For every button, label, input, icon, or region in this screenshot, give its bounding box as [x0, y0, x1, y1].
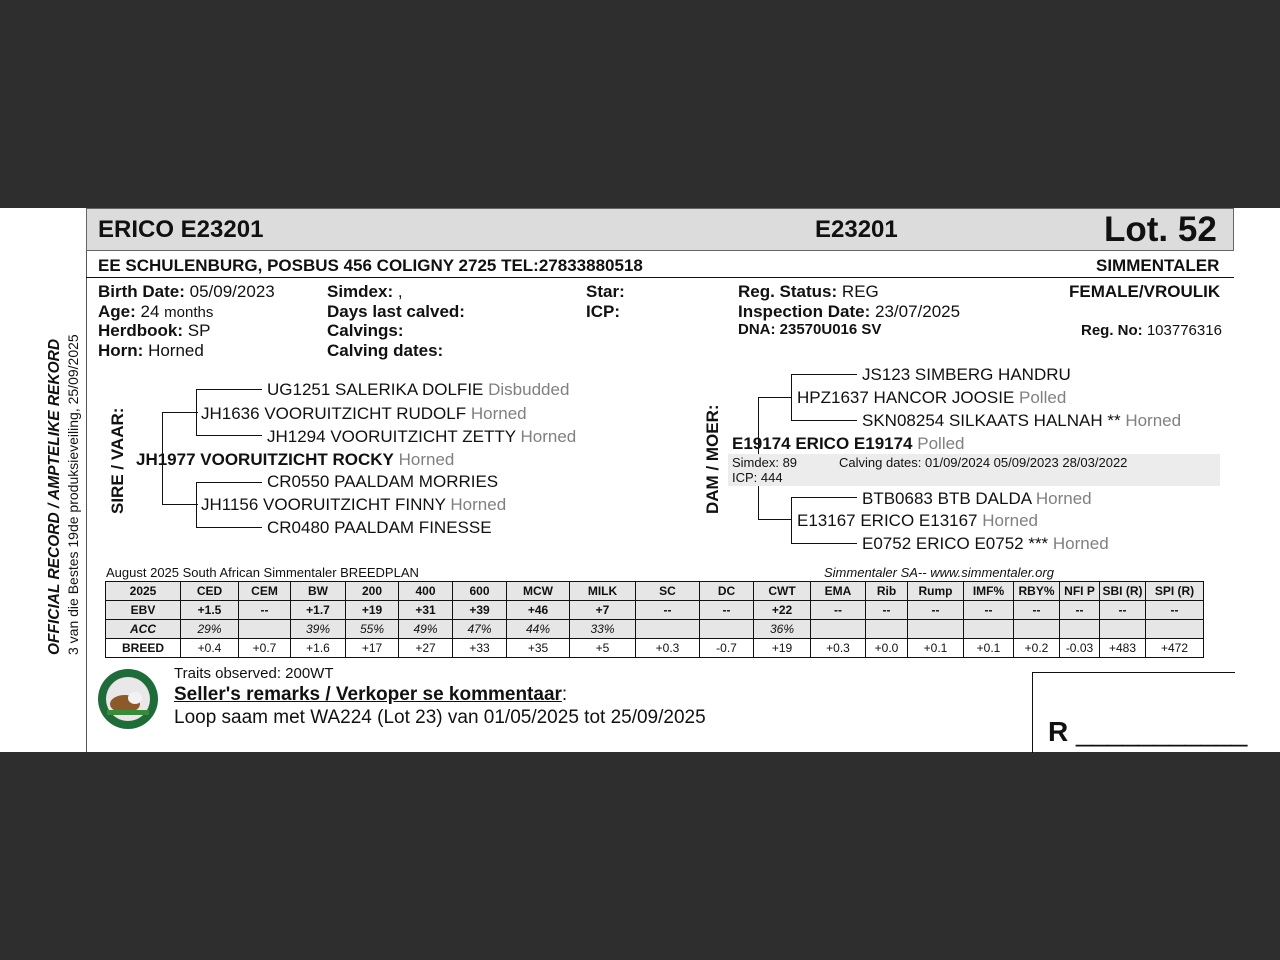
horn-status: Horn: Horned	[98, 341, 204, 360]
animal-name: ERICO E23201	[98, 216, 264, 243]
ebv-cell: EBV	[106, 601, 181, 620]
sire-dam-dam: CR0480 PAALDAM FINESSE	[267, 518, 492, 537]
ebv-cell: +33	[453, 639, 507, 658]
ebv-cell: ACC	[106, 620, 181, 639]
ebv-cell: EMA	[811, 582, 866, 601]
ebv-cell	[636, 620, 700, 639]
calving-dates: Calving dates:	[327, 341, 444, 360]
ebv-cell: 49%	[399, 620, 453, 639]
age: Age: 24 months	[98, 302, 214, 321]
sex: FEMALE/VROULIK	[1069, 282, 1221, 301]
simmentaler-logo	[97, 668, 159, 730]
dam-label: DAM / MOER:	[703, 404, 722, 514]
ebv-cell: --	[811, 601, 866, 620]
ebv-cell	[700, 620, 754, 639]
ebv-cell: --	[964, 601, 1014, 620]
dam-icp: ICP: 444	[732, 470, 783, 485]
inspection-date: Inspection Date: 23/07/2025	[738, 302, 961, 321]
ebv-cell: MILK	[570, 582, 636, 601]
ebv-cell: +17	[346, 639, 399, 658]
ebv-cell	[866, 620, 908, 639]
ebv-table	[105, 581, 1204, 658]
ebv-cell: CWT	[754, 582, 811, 601]
lot-number: Lot. 52	[1104, 210, 1217, 249]
dam-calving-dates: Calving dates: 01/09/2024 05/09/2023 28/03/2022	[839, 455, 1128, 470]
ebv-cell: SPI (R)	[1146, 582, 1204, 601]
owner-divider	[86, 277, 1234, 278]
dam-simdex: Simdex: 89	[732, 455, 798, 470]
ebv-cell	[1014, 620, 1060, 639]
ebv-cell: SC	[636, 582, 700, 601]
dam-dam-dam: E0752 ERICO E0752 *** Horned	[862, 534, 1109, 553]
simdex: Simdex: ,	[327, 282, 403, 301]
ebv-cell: DC	[700, 582, 754, 601]
ebv-cell: +7	[570, 601, 636, 620]
sire-label: SIRE / VAAR:	[108, 407, 127, 514]
sale-caption: 3 van die Bestes 19de produksieveiling, 25/09/2025	[65, 334, 81, 655]
owner-line: EE SCHULENBURG, POSBUS 456 COLIGNY 2725 TEL:27833880518	[98, 256, 643, 275]
ebv-cell: 29%	[181, 620, 239, 639]
ebv-cell: +1.6	[291, 639, 346, 658]
official-record-label: OFFICIAL RECORD / AMPTELIKE REKORD	[46, 338, 63, 655]
ebv-cell: +22	[754, 601, 811, 620]
ebv-cell: --	[239, 601, 291, 620]
sire-sire: JH1636 VOORUITZICHT RUDOLF Horned	[201, 404, 527, 423]
sire-dam-sire: CR0550 PAALDAM MORRIES	[267, 472, 499, 491]
ebv-cell: +0.3	[636, 639, 700, 658]
ebv-cell	[239, 620, 291, 639]
ebv-cell	[1146, 620, 1204, 639]
ebv-cell: +472	[1146, 639, 1204, 658]
breedplan-source: Simmentaler SA-- www.simmentaler.org	[824, 565, 1054, 580]
ebv-cell: 39%	[291, 620, 346, 639]
icp: ICP:	[586, 302, 620, 321]
calvings: Calvings:	[327, 321, 404, 340]
ebv-cell: +46	[507, 601, 570, 620]
ebv-cell: BW	[291, 582, 346, 601]
ebv-cell: --	[1146, 601, 1204, 620]
ebv-cell: +0.3	[811, 639, 866, 658]
ebv-cell: -0.03	[1060, 639, 1100, 658]
ebv-cell: 55%	[346, 620, 399, 639]
price-field: R ___________	[1048, 716, 1248, 747]
ebv-cell: CED	[181, 582, 239, 601]
ebv-cell: --	[700, 601, 754, 620]
ebv-cell: 600	[453, 582, 507, 601]
birth-date: Birth Date: 05/09/2023	[98, 282, 275, 301]
ebv-cell: Rump	[908, 582, 964, 601]
breedplan-caption: August 2025 South African Simmentaler BREEDPLAN	[106, 565, 419, 580]
ebv-cell	[1100, 620, 1146, 639]
sire: JH1977 VOORUITZICHT ROCKY Horned	[136, 450, 455, 469]
ebv-cell: --	[1060, 601, 1100, 620]
remarks-text: Loop saam met WA224 (Lot 23) van 01/05/2025 tot 25/09/2025	[174, 707, 706, 728]
sire-sire-sire: UG1251 SALERIKA DOLFIE Disbudded	[267, 380, 570, 399]
ebv-cell: 2025	[106, 582, 181, 601]
ebv-cell: 200	[346, 582, 399, 601]
dam-dam: E13167 ERICO E13167 Horned	[797, 511, 1039, 530]
ebv-cell	[964, 620, 1014, 639]
ebv-cell: 36%	[754, 620, 811, 639]
ebv-cell: SBI (R)	[1100, 582, 1146, 601]
ebv-cell: 33%	[570, 620, 636, 639]
sire-sire-dam: JH1294 VOORUITZICHT ZETTY Horned	[267, 427, 577, 446]
dna: DNA: 23570U016 SV	[738, 321, 882, 338]
ebv-cell: RBY%	[1014, 582, 1060, 601]
ebv-accuracy-row	[106, 620, 1204, 639]
ebv-cell: --	[908, 601, 964, 620]
ebv-cell: +0.0	[866, 639, 908, 658]
ebv-cell: +35	[507, 639, 570, 658]
dam-sire-dam: SKN08254 SILKAATS HALNAH ** Horned	[862, 411, 1182, 430]
ebv-cell: +19	[754, 639, 811, 658]
ebv-cell	[1060, 620, 1100, 639]
ebv-cell: +27	[399, 639, 453, 658]
ebv-cell	[811, 620, 866, 639]
ebv-cell: +0.7	[239, 639, 291, 658]
ebv-cell: NFI P	[1060, 582, 1100, 601]
ebv-cell: +39	[453, 601, 507, 620]
ebv-cell: --	[1100, 601, 1146, 620]
ebv-cell: +0.1	[964, 639, 1014, 658]
animal-id: E23201	[815, 216, 898, 243]
star: Star:	[586, 282, 625, 301]
herdbook: Herdbook: SP	[98, 321, 211, 340]
ebv-cell: +483	[1100, 639, 1146, 658]
dam-sire: HPZ1637 HANCOR JOOSIE Polled	[797, 388, 1067, 407]
ebv-breed-row	[106, 639, 1204, 658]
ebv-cell: --	[636, 601, 700, 620]
ebv-cell: +1.5	[181, 601, 239, 620]
dam-sire-sire: JS123 SIMBERG HANDRU	[862, 365, 1071, 384]
ebv-cell: CEM	[239, 582, 291, 601]
ebv-cell: +0.2	[1014, 639, 1060, 658]
side-caption	[46, 295, 82, 655]
ebv-cell: IMF%	[964, 582, 1014, 601]
ebv-cell: +1.7	[291, 601, 346, 620]
breed-label: SIMMENTALER	[1096, 256, 1220, 275]
sire-dam: JH1156 VOORUITZICHT FINNY Horned	[201, 495, 507, 514]
ebv-cell: BREED	[106, 639, 181, 658]
days-last-calved: Days last calved:	[327, 302, 465, 321]
ebv-cell: +5	[570, 639, 636, 658]
ebv-cell: --	[866, 601, 908, 620]
remarks-title: Seller's remarks / Verkoper se kommentaar:	[174, 684, 568, 705]
traits-observed: Traits observed: 200WT	[174, 665, 334, 682]
ebv-values-row	[106, 601, 1204, 620]
ebv-cell: MCW	[507, 582, 570, 601]
ebv-cell	[908, 620, 964, 639]
ebv-cell: +0.4	[181, 639, 239, 658]
dam: E19174 ERICO E19174 Polled	[732, 434, 965, 453]
ebv-cell: +19	[346, 601, 399, 620]
ebv-header-row	[106, 582, 1204, 601]
ebv-cell: +0.1	[908, 639, 964, 658]
ebv-cell: 47%	[453, 620, 507, 639]
dam-dam-sire: BTB0683 BTB DALDA Horned	[862, 489, 1092, 508]
ebv-cell: +31	[399, 601, 453, 620]
ebv-cell: 400	[399, 582, 453, 601]
ebv-cell: --	[1014, 601, 1060, 620]
ebv-cell: 44%	[507, 620, 570, 639]
ebv-cell: Rib	[866, 582, 908, 601]
reg-number: Reg. No: 103776316	[1081, 322, 1222, 339]
ebv-cell: -0.7	[700, 639, 754, 658]
reg-status: Reg. Status: REG	[738, 282, 879, 301]
